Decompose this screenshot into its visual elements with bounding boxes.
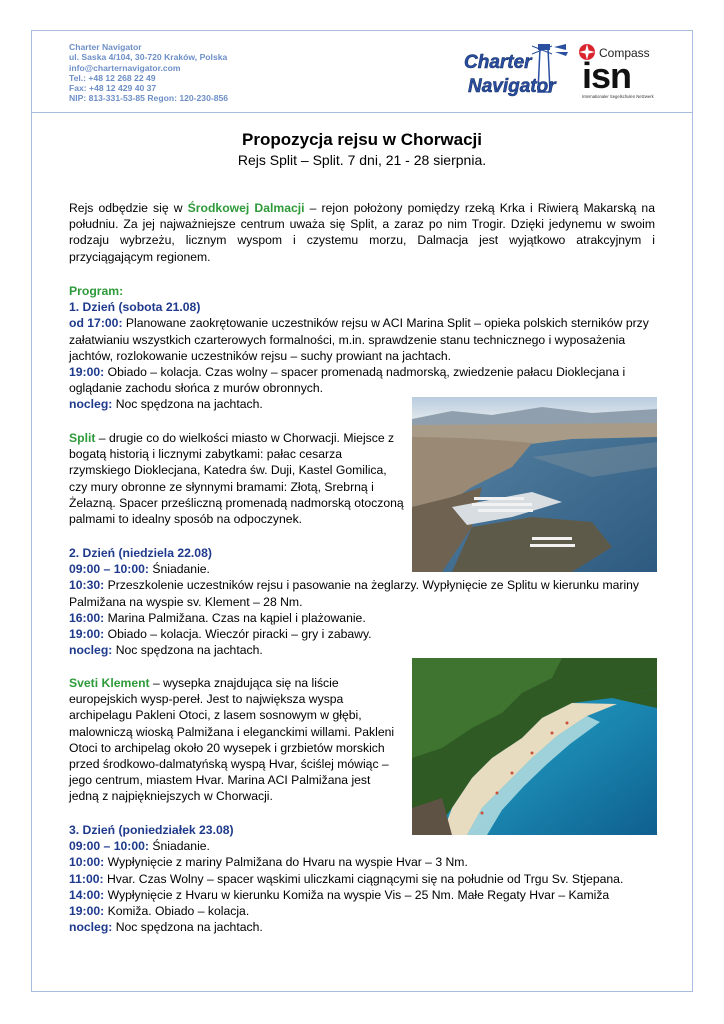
day1-desc-1b: załatwianiu wszystkich czarterowych formalności, m.in. sprawdzenie stanu technicznego i wyposażenia <box>69 332 626 347</box>
split-paragraph <box>69 430 404 527</box>
day2-heading: 2. Dzień (niedziela 22.08) <box>69 546 212 560</box>
day3-desc-4: Wypłynięcie z Hvaru w kierunku Komiža na wyspie Vis – 25 Nm. Małe Regaty Hvar – Kamiža <box>104 887 610 902</box>
day2-desc-3: Marina Palmižana. Czas na kąpiel i plażowanie. <box>104 610 366 625</box>
klement-beach-photo <box>412 658 657 835</box>
day1-heading: 1. Dzień (sobota 21.08) <box>69 300 201 315</box>
logo-tagline: Internationaler Segelschulen Netzwerk <box>582 94 654 99</box>
klement-line-4: malowniczą wioską Palmižana i eleganckimi willami. Pakleni <box>69 724 395 739</box>
klement-line-8: jedną z najpiękniejszych w Chorwacji. <box>69 789 273 804</box>
charter-navigator-logo <box>462 44 572 100</box>
intro-after: – rejon położony pomiędzy rzeką Krka i Riwierą Makarską na południu. Za jej najważniejsze centrum uważa się Split, a zaraz po nim Trogir. Dzięki jedynemu w swoim rodzaju wybrzeżu, licznym wyspom i czystemu morzu, Dalmacja jest wyjątkowo atrakcyjnym i przyciągającym regionem. <box>69 201 655 264</box>
day2-desc-2b: Palmižana na wyspie sv. Klement – 28 Nm. <box>69 594 303 609</box>
day1-desc-1c: jachtów, rozlokowanie uczestników rejsu – suchy prowiant na jachtach. <box>69 348 452 363</box>
split-line-3: rzymskiego Dioklecjana, Katedra św. Duji, Kastel Gomilica, <box>69 463 387 478</box>
day2-desc-5: Noc spędzona na jachtach. <box>112 643 263 658</box>
day3-desc-5: Komiža. Obiado – kolacja. <box>104 904 250 919</box>
intro-before: Rejs odbędzie się w <box>69 201 188 215</box>
klement-line-5: Otoci to archipelag około 20 wysepek i grzbietów morskich <box>69 740 385 755</box>
day3-time-2: 10:00: <box>69 855 105 870</box>
day3-time-6: nocleg: <box>69 920 113 935</box>
day3-desc-2: Wypłynięcie z mariny Palmižana do Hvaru na wyspie Hvar – 3 Nm. <box>104 855 468 870</box>
day2-time-3: 16:00: <box>69 610 105 625</box>
klement-line-3: archipelagu Pakleni Otoci, z lasem sosnowym w głębi, <box>69 708 362 723</box>
day1-desc-2b: oglądanie zachodu słońca z murów obronnych. <box>69 381 324 396</box>
klement-line-6: przed środkowo-dalmatyńską wyspą Hvar, ściślej mówiąc – <box>69 757 389 772</box>
day3-time-1: 09:00 – 10:00: <box>69 839 149 854</box>
isn-compass-logo <box>578 42 654 100</box>
day3-time-4: 14:00: <box>69 887 105 902</box>
program-label: Program: <box>69 284 124 298</box>
split-line-4: czy mury obronne ze słynnymi bramami: Złotą, Srebrną i <box>69 479 374 494</box>
logo-text-isn: isn <box>582 55 632 96</box>
day2-desc-1: Śniadanie. <box>148 562 210 577</box>
document-subtitle: Rejs Split – Split. 7 dni, 21 - 28 sierpnia. <box>237 152 487 168</box>
day2-time-1: 09:00 – 10:00: <box>69 562 149 577</box>
company-tel: Tel.: +48 12 268 22 49 <box>69 72 156 83</box>
day3-desc-3: Hvar. Czas Wolny – spacer wąskimi uliczkami ciągnącymi się na południe od Trgu Sv. Stjepana. <box>103 871 624 886</box>
klement-line-7: jego centrum, miastem Hvar. Marina ACI Palmižana jest <box>69 773 371 788</box>
day3-heading: 3. Dzień (poniedziałek 23.08) <box>69 823 234 837</box>
day1-desc-3: Noc spędzona na jachtach. <box>112 397 263 412</box>
company-fax: Fax: +48 12 429 40 37 <box>69 83 157 94</box>
split-line-6: palmami to idealny sposób na odpoczynek. <box>69 512 303 527</box>
day1-time-3: nocleg: <box>69 397 113 412</box>
company-name: Charter Navigator <box>69 42 142 52</box>
logo-text-compass: Compass <box>599 46 650 60</box>
company-email[interactable]: info@charternavigator.com <box>69 62 181 73</box>
company-nip: NIP: 813-331-53-85 Regon: 120-230-856 <box>69 93 229 104</box>
day1-time-2: 19:00: <box>69 365 105 380</box>
split-line-1: – drugie co do wielkości miasto w Chorwacji. Miejsce z <box>95 431 395 445</box>
document-title: Propozycja rejsu w Chorwacji <box>242 130 482 149</box>
company-info <box>69 42 228 104</box>
day3-desc-6: Noc spędzona na jachtach. <box>112 920 263 935</box>
day2-desc-4: Obiado – kolacja. Wieczór piracki – gry i zabawy. <box>104 627 372 642</box>
split-name: Split <box>69 431 96 445</box>
intro-highlight: Środkowej Dalmacji <box>187 201 305 215</box>
day1-time-1: od 17:00: <box>69 316 123 331</box>
day3-time-3: 11:00: <box>69 871 104 886</box>
klement-line-2: europejskich wysp-pereł. Jest to największa wyspa <box>69 692 344 707</box>
split-line-5: Żelazną. Spacer prześliczną promenadą nadmorską otoczoną <box>69 495 404 510</box>
day3-time-5: 19:00: <box>69 904 105 919</box>
day1-section <box>69 283 669 413</box>
day2-desc-2a: Przeszkolenie uczestników rejsu i pasowanie na żeglarzy. Wypłynięcie ze Splitu w kierunku mariny <box>104 578 640 593</box>
day2-section <box>69 545 669 658</box>
logo-text-navigator: Navigator <box>468 76 556 97</box>
klement-paragraph <box>69 675 404 805</box>
split-line-2: bogatą historią i licznymi zabytkami: pałac cesarza <box>69 447 342 462</box>
day1-desc-2a: Obiado – kolacja. Czas wolny – spacer promenadą nadmorską, zwiedzenie pałacu Dioklecjana i <box>104 365 626 380</box>
klement-line-1: – wysepka znajdująca się na liście <box>149 676 339 690</box>
logo-text-charter: Charter <box>464 52 532 73</box>
day1-desc-1a: Planowane zaokrętowanie uczestników rejsu w ACI Marina Split – opieka polskich sterników przy <box>122 316 649 331</box>
day2-time-5: nocleg: <box>69 643 113 658</box>
day2-time-2: 10:30: <box>69 578 105 593</box>
day3-desc-1: Śniadanie. <box>148 839 210 854</box>
day3-section <box>69 822 669 935</box>
day2-time-4: 19:00: <box>69 627 105 642</box>
intro-paragraph <box>69 200 655 265</box>
company-address: ul. Saska 4/104, 30-720 Kraków, Polska <box>69 52 228 63</box>
header-divider <box>31 112 693 113</box>
klement-name: Sveti Klement <box>69 676 150 690</box>
